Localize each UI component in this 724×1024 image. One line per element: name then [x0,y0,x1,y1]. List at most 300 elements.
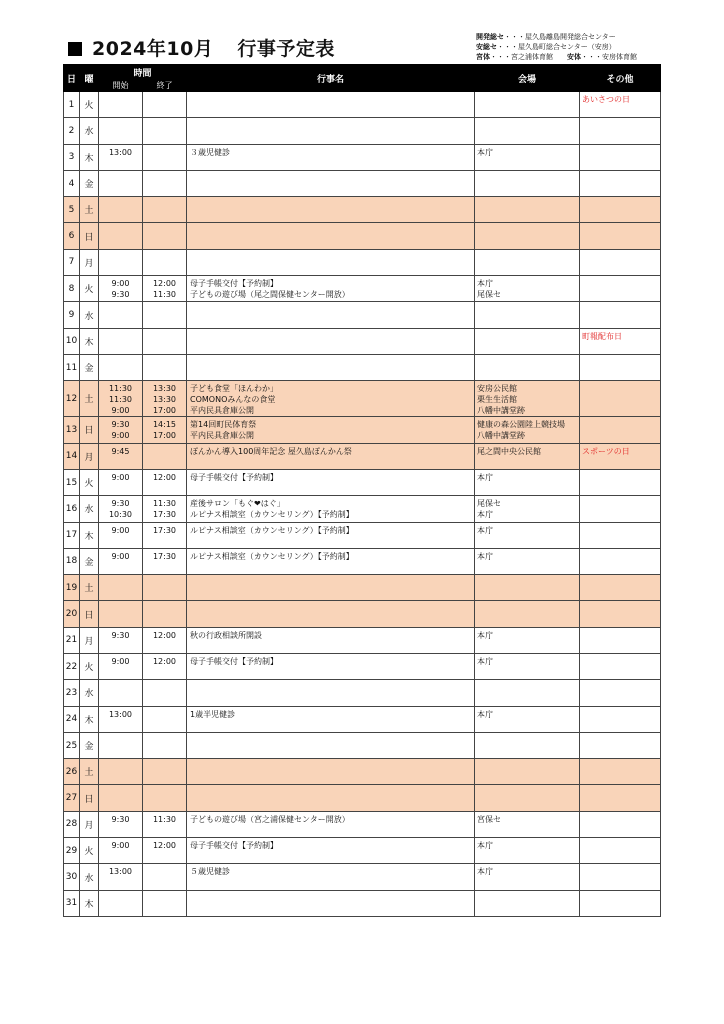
header-dow: 曜 [80,65,99,92]
table-row [64,276,661,302]
end-time-cell [143,601,187,627]
day-number: 26 [64,759,80,785]
venue-cell [475,706,580,732]
start-time-cell [99,417,143,443]
end-time-cell [143,276,187,302]
start-time-cell [99,276,143,302]
end-time-cell [143,328,187,354]
event-name: ルピナス相談室（カウンセリング）【予約制】 [190,551,354,561]
start-time: 9:00 [111,279,130,289]
day-number: 19 [64,575,80,601]
event-cell [187,732,475,758]
venue-name: 本庁 [477,551,494,561]
start-time-cell [99,838,143,864]
venue-cell [475,759,580,785]
venue-cell [475,443,580,469]
start-time-cell [99,627,143,653]
day-number: 17 [64,522,80,548]
end-time: 13:30 [152,384,177,394]
header-day: 日 [64,65,80,92]
day-number: 7 [64,249,80,275]
start-time-cell [99,706,143,732]
event-name: 子どもの遊び場（宮之浦保健センター開放） [190,814,350,824]
venue-name: 本庁 [477,472,494,482]
venue-cell [475,522,580,548]
venue-cell [475,575,580,601]
venue-cell [475,170,580,196]
end-time: 11:30 [152,289,177,299]
venue-cell [475,548,580,574]
other-cell [580,575,661,601]
table-row [64,223,661,249]
event-cell [187,92,475,118]
event-cell [187,680,475,706]
event-cell [187,811,475,837]
day-number: 4 [64,170,80,196]
end-time-cell [143,864,187,890]
event-cell [187,354,475,380]
other-cell [580,496,661,522]
end-time: 12:00 [152,279,177,289]
end-time-cell [143,890,187,916]
day-of-week: 月 [80,249,99,275]
venue-cell [475,785,580,811]
start-time: 9:00 [111,657,130,666]
start-time-cell [99,680,143,706]
event-name: ３歳児健診 [190,147,231,157]
end-time: 17:30 [152,509,177,519]
table-row [64,328,661,354]
end-time: 12:00 [152,841,177,851]
end-time: 17:00 [152,431,177,441]
legend-line: 安総セ・・・屋久島町総合センター（安房） [476,43,616,51]
event-name: ルピナス相談室（カウンセリング）【予約制】 [190,509,354,519]
event-name: 平内民具倉庫公開 [190,431,255,441]
other-cell [580,443,661,469]
other-cell [580,627,661,653]
venue-cell [475,328,580,354]
venue-name: 本庁 [477,709,494,719]
end-time-cell [143,680,187,706]
event-cell [187,706,475,732]
day-number: 10 [64,328,80,354]
venue-cell [475,601,580,627]
start-time-cell [99,548,143,574]
venue-cell [475,144,580,170]
day-of-week: 土 [80,197,99,223]
end-time: 17:30 [152,525,177,535]
start-time-cell [99,864,143,890]
end-time-cell [143,627,187,653]
venue-cell [475,864,580,890]
end-time: 12:00 [152,472,177,482]
day-of-week: 金 [80,732,99,758]
other-note: スポーツの日 [582,446,630,456]
venue-cell [475,469,580,495]
title-suffix: 行事予定表 [237,38,335,60]
day-number: 21 [64,627,80,653]
table-row [64,732,661,758]
day-of-week: 木 [80,706,99,732]
day-number: 30 [64,864,80,890]
end-time-cell [143,249,187,275]
venue-cell [475,118,580,144]
start-time-cell [99,249,143,275]
schedule-body [64,92,661,917]
start-time: 9:30 [111,814,130,824]
event-cell [187,522,475,548]
venue-cell [475,680,580,706]
event-name: 秋の行政相談所開設 [190,630,263,640]
start-time-cell [99,118,143,144]
venue-legend [476,32,637,62]
venue-cell [475,890,580,916]
day-number: 31 [64,890,80,916]
event-name: 第14回町民体育祭 [190,420,257,430]
day-of-week: 火 [80,276,99,302]
venue-cell [475,811,580,837]
legend-line: 開発総セ・・・屋久島離島開発総合センター [476,33,616,41]
end-time-cell [143,144,187,170]
day-of-week: 日 [80,785,99,811]
event-name: 母子手帳交付【予約制】 [190,657,279,666]
end-time: 17:30 [152,551,177,561]
venue-name: 栗生生活館 [477,394,518,404]
start-time: 9:45 [111,446,130,456]
event-cell [187,118,475,144]
day-of-week: 水 [80,302,99,328]
table-row [64,170,661,196]
event-cell [187,890,475,916]
event-cell [187,759,475,785]
end-time: 13:30 [152,394,177,404]
day-of-week: 水 [80,496,99,522]
event-name: ルピナス相談室（カウンセリング）【予約制】 [190,525,354,535]
end-time-cell [143,785,187,811]
day-number: 13 [64,417,80,443]
table-row [64,601,661,627]
venue-name: 本庁 [477,525,494,535]
page-title [68,34,335,61]
table-row [64,522,661,548]
venue-cell [475,302,580,328]
end-time-cell [143,469,187,495]
end-time-cell [143,443,187,469]
event-cell [187,302,475,328]
start-time-cell [99,302,143,328]
event-cell [187,223,475,249]
end-time-cell [143,706,187,732]
start-time: 9:00 [111,431,130,441]
end-time-cell [143,354,187,380]
other-cell [580,680,661,706]
event-cell [187,443,475,469]
day-number: 23 [64,680,80,706]
venue-cell [475,223,580,249]
end-time: 17:00 [152,405,177,415]
start-time-cell [99,785,143,811]
venue-name: 本庁 [477,657,494,666]
other-cell [580,890,661,916]
start-time-cell [99,92,143,118]
end-time-cell [143,759,187,785]
end-time-cell [143,575,187,601]
header-end: 終了 [143,80,187,92]
venue-name: 健康の森公園陸上競技場 [477,420,566,430]
event-cell [187,381,475,417]
start-time: 9:30 [111,289,130,299]
day-of-week: 土 [80,381,99,417]
header-time: 時間 [99,65,187,80]
day-number: 6 [64,223,80,249]
other-cell [580,328,661,354]
end-time-cell [143,811,187,837]
day-number: 25 [64,732,80,758]
start-time-cell [99,496,143,522]
venue-cell [475,627,580,653]
table-row [64,654,661,680]
day-of-week: 土 [80,575,99,601]
end-time-cell [143,170,187,196]
other-cell [580,381,661,417]
end-time: 14:15 [152,420,177,430]
day-of-week: 水 [80,680,99,706]
other-cell [580,548,661,574]
event-name: 平内民具倉庫公開 [190,405,255,415]
start-time: 9:30 [111,499,130,509]
day-number: 12 [64,381,80,417]
header-start: 開始 [99,80,143,92]
venue-name: 宮保セ [477,814,502,824]
day-of-week: 木 [80,144,99,170]
venue-name: 八幡中講堂跡 [477,405,526,415]
event-cell [187,654,475,680]
table-row [64,417,661,443]
event-cell [187,170,475,196]
day-number: 11 [64,354,80,380]
end-time-cell [143,838,187,864]
other-cell [580,601,661,627]
other-cell [580,354,661,380]
venue-cell [475,496,580,522]
day-number: 29 [64,838,80,864]
start-time: 9:30 [111,420,130,430]
start-time-cell [99,759,143,785]
day-of-week: 火 [80,469,99,495]
end-time-cell [143,223,187,249]
table-row [64,443,661,469]
other-cell [580,118,661,144]
venue-cell [475,354,580,380]
venue-cell [475,732,580,758]
event-cell [187,627,475,653]
start-time: 13:00 [108,709,133,719]
event-name: 母子手帳交付【予約制】 [190,472,279,482]
start-time-cell [99,197,143,223]
event-cell [187,249,475,275]
event-name: ５歳児健診 [190,867,231,877]
table-row [64,118,661,144]
end-time: 12:00 [152,657,177,666]
other-cell [580,302,661,328]
venue-name: 安房公民館 [477,384,518,394]
other-cell [580,170,661,196]
end-time-cell [143,92,187,118]
day-of-week: 日 [80,417,99,443]
table-row [64,144,661,170]
day-number: 27 [64,785,80,811]
end-time-cell [143,417,187,443]
start-time: 13:00 [108,867,133,877]
day-number: 20 [64,601,80,627]
header-venue: 会場 [475,65,580,92]
table-row [64,575,661,601]
event-cell [187,601,475,627]
other-cell [580,732,661,758]
end-time-cell [143,118,187,144]
start-time: 9:00 [111,551,130,561]
day-of-week: 水 [80,118,99,144]
day-of-week: 日 [80,223,99,249]
other-cell [580,654,661,680]
other-cell [580,276,661,302]
header-event: 行事名 [187,65,475,92]
event-name: 1歳半児健診 [190,709,236,719]
schedule-table [63,64,661,917]
other-cell [580,785,661,811]
start-time: 9:00 [111,841,130,851]
day-number: 16 [64,496,80,522]
day-number: 18 [64,548,80,574]
day-of-week: 水 [80,864,99,890]
event-cell [187,197,475,223]
other-cell [580,469,661,495]
table-row [64,785,661,811]
table-row [64,706,661,732]
start-time-cell [99,144,143,170]
day-number: 15 [64,469,80,495]
day-of-week: 金 [80,354,99,380]
other-cell [580,223,661,249]
event-name: 子どもの遊び場（尾之間保健センター開放） [190,289,350,299]
day-number: 1 [64,92,80,118]
end-time-cell [143,654,187,680]
day-number: 2 [64,118,80,144]
other-note: 町報配布日 [582,331,623,341]
event-cell [187,496,475,522]
end-time-cell [143,381,187,417]
table-row [64,354,661,380]
table-row [64,249,661,275]
venue-cell [475,381,580,417]
day-of-week: 火 [80,838,99,864]
table-row [64,197,661,223]
end-time-cell [143,522,187,548]
day-number: 28 [64,811,80,837]
venue-name: 本庁 [477,147,494,157]
end-time-cell [143,548,187,574]
table-row [64,496,661,522]
venue-name: 本庁 [477,841,494,851]
venue-name: 本庁 [477,630,494,640]
table-row [64,759,661,785]
end-time-cell [143,732,187,758]
other-cell [580,838,661,864]
table-row [64,548,661,574]
day-of-week: 月 [80,443,99,469]
other-cell [580,706,661,732]
venue-cell [475,276,580,302]
day-of-week: 木 [80,890,99,916]
venue-cell [475,417,580,443]
day-of-week: 日 [80,601,99,627]
header-other: その他 [580,65,661,92]
other-cell [580,759,661,785]
day-number: 14 [64,443,80,469]
event-name: 子ども食堂「ほんわか」 [190,384,279,394]
start-time: 9:30 [111,630,130,640]
event-cell [187,864,475,890]
table-row [64,864,661,890]
venue-name: 本庁 [477,867,494,877]
table-row [64,92,661,118]
venue-name: 尾保セ [477,289,502,299]
day-number: 9 [64,302,80,328]
day-of-week: 火 [80,92,99,118]
end-time: 11:30 [152,499,177,509]
venue-cell [475,197,580,223]
start-time-cell [99,654,143,680]
other-note: あいさつの日 [582,95,631,104]
table-row [64,381,661,417]
event-name: 母子手帳交付【予約制】 [190,279,279,289]
day-of-week: 木 [80,522,99,548]
day-of-week: 月 [80,811,99,837]
start-time: 10:30 [108,509,133,519]
start-time-cell [99,575,143,601]
venue-name: 本庁 [477,509,494,519]
start-time-cell [99,522,143,548]
day-number: 8 [64,276,80,302]
start-time-cell [99,732,143,758]
other-cell [580,92,661,118]
day-of-week: 月 [80,627,99,653]
table-row [64,469,661,495]
start-time: 11:30 [108,384,133,394]
day-number: 3 [64,144,80,170]
other-cell [580,864,661,890]
other-cell [580,522,661,548]
venue-cell [475,654,580,680]
end-time-cell [143,197,187,223]
start-time: 9:00 [111,405,130,415]
day-number: 22 [64,654,80,680]
start-time-cell [99,170,143,196]
event-cell [187,417,475,443]
event-name: 産後サロン「もぐ❤はぐ」 [190,499,285,509]
other-cell [580,811,661,837]
event-cell [187,785,475,811]
start-time-cell [99,601,143,627]
venue-cell [475,249,580,275]
title-month: 2024年10月 [92,38,214,60]
venue-cell [475,92,580,118]
day-number: 5 [64,197,80,223]
table-row [64,811,661,837]
other-cell [580,197,661,223]
event-name: ぽんかん導入100周年記念 屋久島ぽんかん祭 [190,446,352,456]
event-cell [187,548,475,574]
